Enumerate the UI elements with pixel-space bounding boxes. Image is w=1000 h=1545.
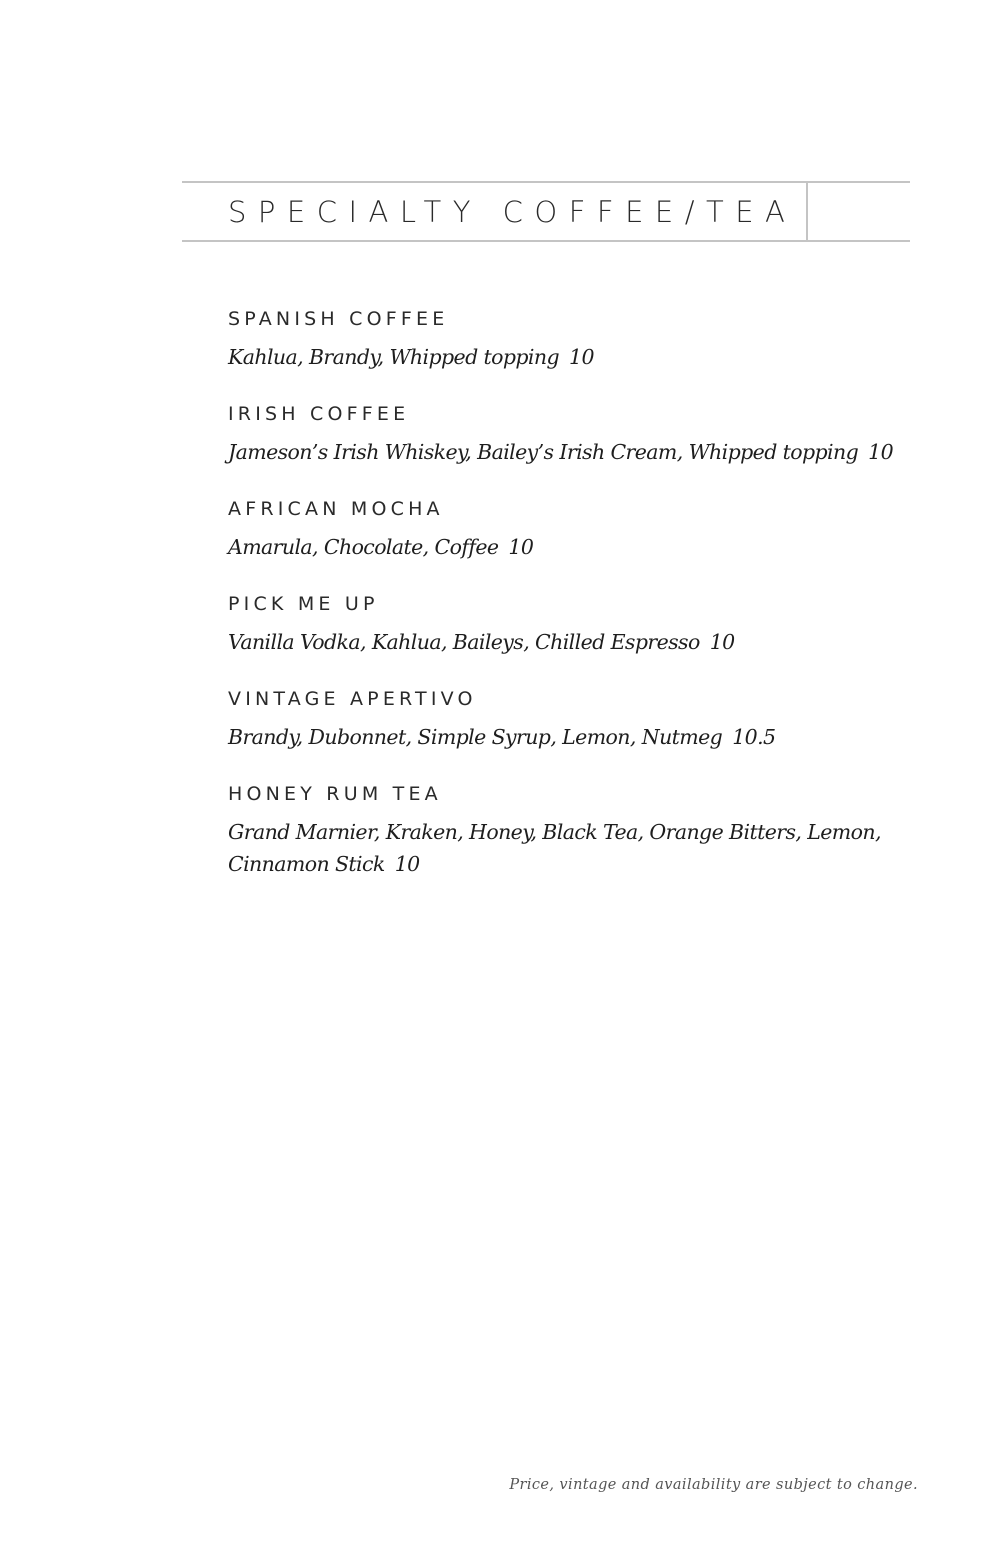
section-title: SPECIALTY COFFEE/TEA bbox=[228, 195, 797, 229]
menu-item-description bbox=[228, 626, 908, 658]
menu-item-price: 10 bbox=[394, 852, 420, 876]
menu-item-description bbox=[228, 721, 908, 753]
menu-item-list bbox=[228, 305, 908, 907]
menu-item-name: SPANISH COFFEE bbox=[228, 308, 449, 330]
menu-item-ingredients: Vanilla Vodka, Kahlua, Baileys, Chilled Espresso bbox=[228, 630, 700, 654]
header-divider bbox=[806, 183, 808, 240]
section-header bbox=[182, 181, 910, 242]
menu-item-ingredients: Grand Marnier, Kraken, Honey, Black Tea, Orange Bitters, Lemon, Cinnamon Stick bbox=[228, 820, 881, 876]
menu-item bbox=[228, 400, 908, 468]
menu-item-description bbox=[228, 816, 908, 880]
menu-item-description bbox=[228, 341, 908, 373]
menu-item-name: AFRICAN MOCHA bbox=[228, 498, 444, 520]
menu-item-description bbox=[228, 531, 908, 563]
menu-item-price: 10 bbox=[868, 440, 894, 464]
menu-item-ingredients: Jameson’s Irish Whiskey, Bailey’s Irish Cream, Whipped topping bbox=[228, 440, 859, 464]
menu-item bbox=[228, 685, 908, 753]
menu-item bbox=[228, 495, 908, 563]
menu-item-name: IRISH COFFEE bbox=[228, 403, 410, 425]
menu-item-ingredients: Amarula, Chocolate, Coffee bbox=[228, 535, 499, 559]
menu-item-description bbox=[228, 436, 908, 468]
menu-item bbox=[228, 780, 908, 880]
menu-item-name: PICK ME UP bbox=[228, 593, 379, 615]
menu-item bbox=[228, 590, 908, 658]
price-disclaimer: Price, vintage and availability are subject to change. bbox=[509, 1477, 918, 1493]
menu-item-ingredients: Kahlua, Brandy, Whipped topping bbox=[228, 345, 560, 369]
menu-item-name: VINTAGE APERTIVO bbox=[228, 688, 477, 710]
menu-item-ingredients: Brandy, Dubonnet, Simple Syrup, Lemon, Nutmeg bbox=[228, 725, 723, 749]
menu-item-price: 10 bbox=[508, 535, 534, 559]
menu-item bbox=[228, 305, 908, 373]
menu-item-name: HONEY RUM TEA bbox=[228, 783, 442, 805]
menu-item-price: 10 bbox=[569, 345, 594, 369]
menu-item-price: 10.5 bbox=[732, 725, 776, 749]
menu-item-price: 10 bbox=[709, 630, 735, 654]
